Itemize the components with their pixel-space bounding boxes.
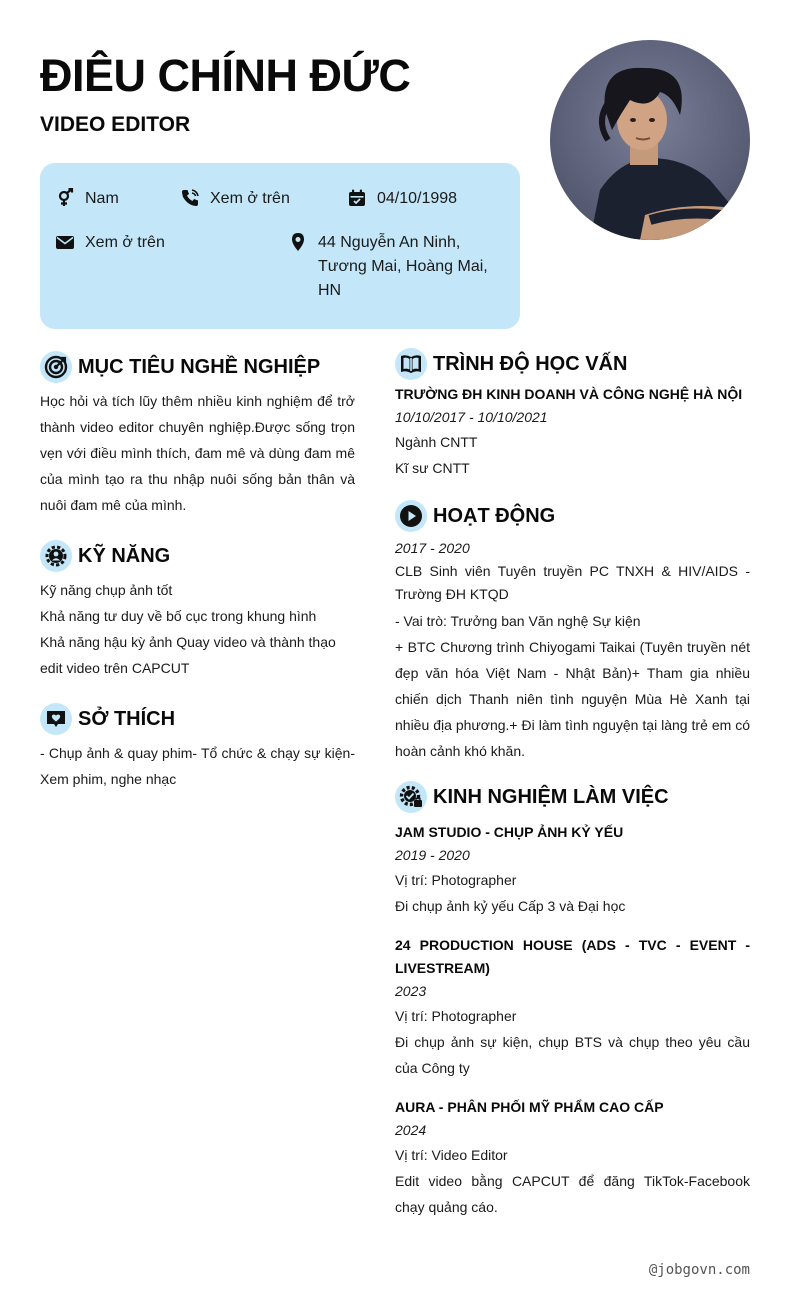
activities-org: CLB Sinh viên Tuyên truyền PC TNXH & HIV/AIDS - Trường ĐH KTQD xyxy=(395,563,750,602)
skills-title: KỸ NĂNG xyxy=(78,544,171,567)
birthday-item xyxy=(346,187,457,211)
skill-item: Khả năng tư duy về bố cục trong khung hình xyxy=(40,608,317,624)
job-entry xyxy=(395,821,750,919)
gear-person-icon xyxy=(40,540,72,572)
calendar-icon xyxy=(346,187,368,209)
job-description: Edit video bằng CAPCUT để đăng TikTok-Facebook chạy quảng cáo. xyxy=(395,1173,750,1215)
skills-list xyxy=(40,577,355,681)
hobbies-heading xyxy=(40,703,175,735)
education-period: 10/10/2017 - 10/10/2021 xyxy=(395,409,548,425)
job-position: Vị trí: Photographer xyxy=(395,1008,517,1024)
birthday-text: 04/10/1998 xyxy=(377,190,458,207)
job-entry xyxy=(395,934,750,1081)
email-item xyxy=(54,231,165,255)
job-description: Đi chụp ảnh kỷ yếu Cấp 3 và Đại học xyxy=(395,898,626,914)
job-period: 2023 xyxy=(395,983,427,999)
phone-icon xyxy=(179,187,201,209)
activities-entry xyxy=(395,537,750,764)
play-icon xyxy=(395,500,427,532)
gender-text: Nam xyxy=(85,190,119,207)
experience-heading xyxy=(395,781,669,813)
job-position: Vị trí: Video Editor xyxy=(395,1147,508,1163)
skills-heading xyxy=(40,540,170,572)
heart-chat-icon xyxy=(40,703,72,735)
job-company: 24 PRODUCTION HOUSE (ADS - TVC - EVENT - LIVESTREAM) xyxy=(395,937,750,976)
avatar-photo xyxy=(550,40,750,240)
education-degree: Kĩ sư CNTT xyxy=(395,460,470,476)
badge-gear-icon xyxy=(395,781,427,813)
map-pin-icon xyxy=(287,231,309,253)
activities-title: HOẠT ĐỘNG xyxy=(433,504,556,527)
candidate-name: ĐIÊU CHÍNH ĐỨC xyxy=(40,50,411,101)
address-item xyxy=(287,231,488,303)
target-icon xyxy=(40,351,72,383)
hobbies-text: - Chụp ảnh & quay phim- Tổ chức & chạy sự kiện- Xem phim, nghe nhạc xyxy=(40,745,355,787)
objective-text: Học hỏi và tích lũy thêm nhiều kinh nghiệm để trở thành video editor chuyên nghiệp.Được sống trọn vẹn với điều mình thích, đam mê và dùng đam mê của mình tạo ra thu nhập nuôi sống bản thân và nuôi đam mê của mình. xyxy=(40,393,355,513)
education-title: TRÌNH ĐỘ HỌC VẤN xyxy=(433,352,628,375)
address-line-1: 44 Nguyễn An Ninh, xyxy=(318,234,461,251)
activities-role: - Vai trò: Trưởng ban Văn nghệ Sự kiện xyxy=(395,613,641,629)
experience-title: KINH NGHIỆM LÀM VIỆC xyxy=(433,785,669,808)
job-period: 2019 - 2020 xyxy=(395,847,470,863)
skill-item: Kỹ năng chụp ảnh tốt xyxy=(40,582,173,598)
envelope-icon xyxy=(54,231,76,253)
watermark: @jobgovn.com xyxy=(648,1262,750,1278)
job-description: Đi chụp ảnh sự kiện, chụp BTS và chụp theo yêu cầu của Công ty xyxy=(395,1034,750,1076)
email-text[interactable]: Xem ở trên xyxy=(85,234,165,251)
gender-item xyxy=(54,187,119,211)
address-text xyxy=(318,231,488,303)
activities-period: 2017 - 2020 xyxy=(395,540,470,556)
activities-details: + BTC Chương trình Chiyogami Taikai (Tuyên truyền nét đẹp văn hóa Việt Nam - Nhật Bản)+ Tham gia nhiều chiến dịch Thanh niên tình nguyện Mùa Hè Xanh tại nhiều địa phương.+ Đi làm tình nguyện tại làng trẻ em có hoàn cảnh khó khăn. xyxy=(395,639,750,759)
address-line-2: Tương Mai, Hoàng Mai, xyxy=(318,258,488,275)
activities-heading xyxy=(395,500,555,532)
job-company: JAM STUDIO - CHỤP ẢNH KỶ YẾU xyxy=(395,824,624,840)
education-heading xyxy=(395,348,627,380)
objective-heading xyxy=(40,351,320,383)
skill-item: Khả năng hậu kỳ ảnh Quay video và thành thạo edit video trên CAPCUT xyxy=(40,634,336,676)
objective-title: MỤC TIÊU NGHỀ NGHIỆP xyxy=(78,355,321,378)
education-entry xyxy=(395,383,750,481)
phone-text[interactable]: Xem ở trên xyxy=(210,190,290,207)
job-entry xyxy=(395,1096,750,1220)
gender-icon xyxy=(54,187,76,209)
job-company: AURA - PHÂN PHỐI MỸ PHẨM CAO CẤP xyxy=(395,1099,664,1115)
avatar xyxy=(550,40,750,240)
job-position: Vị trí: Photographer xyxy=(395,872,517,888)
job-period: 2024 xyxy=(395,1122,427,1138)
school-name: TRƯỜNG ĐH KINH DOANH VÀ CÔNG NGHỆ HÀ NỘI xyxy=(395,386,743,402)
phone-item xyxy=(179,187,290,211)
hobbies-title: SỞ THÍCH xyxy=(78,707,176,730)
education-major: Ngành CNTT xyxy=(395,434,478,450)
address-line-3: HN xyxy=(318,282,342,299)
book-icon xyxy=(395,348,427,380)
job-title: VIDEO EDITOR xyxy=(40,113,191,136)
contact-info-box xyxy=(40,163,520,329)
